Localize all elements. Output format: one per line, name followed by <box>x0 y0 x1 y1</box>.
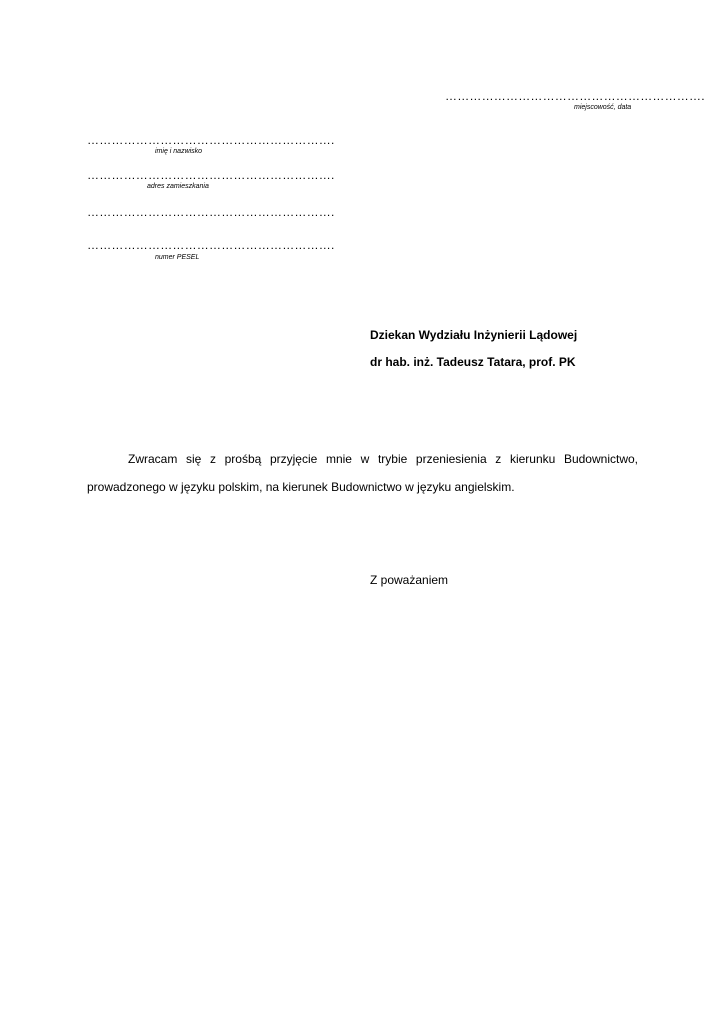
recipient-title: Dziekan Wydziału Inżynierii Lądowej <box>370 328 578 342</box>
body-line-2: prowadzonego w języku polskim, na kierunek Budownictwo w języku angielskim. <box>87 480 515 494</box>
body-paragraph <box>87 445 638 501</box>
place-date-caption: miejscowość, data <box>574 104 632 111</box>
name-field: ……………………………………………………. <box>87 133 335 147</box>
place-date-field: ………………………………………………………. <box>445 89 705 103</box>
closing-text: Z poważaniem <box>370 573 449 587</box>
pesel-caption: numer PESEL <box>155 254 200 261</box>
address-caption: adres zamieszkania <box>147 183 209 190</box>
body-line-1: Zwracam się z prośbą przyjęcie mnie w trybie przeniesienia z kierunku Budownictwo, <box>128 452 638 466</box>
pesel-field: ……………………………………………………. <box>87 238 335 252</box>
name-caption: imię i nazwisko <box>155 148 203 155</box>
address-field-1: ……………………………………………………. <box>87 168 335 182</box>
address-field-2: ……………………………………………………. <box>87 205 335 219</box>
recipient-name: dr hab. inż. Tadeusz Tatara, prof. PK <box>370 355 576 369</box>
